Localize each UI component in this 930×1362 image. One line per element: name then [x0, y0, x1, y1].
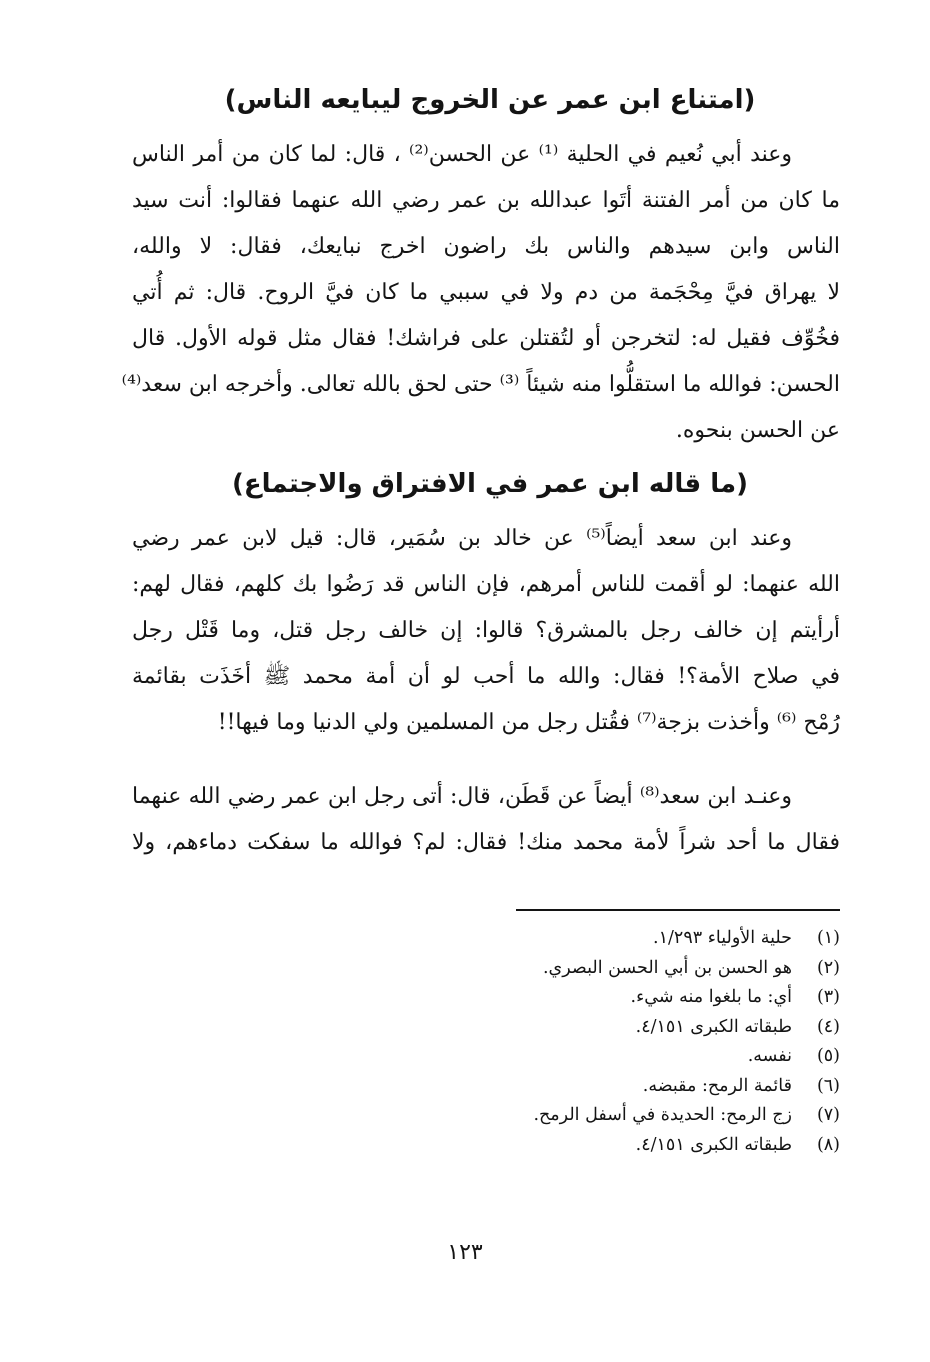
footnote-number: (٣)	[816, 987, 840, 1007]
paragraph-qatan	[132, 774, 840, 866]
text-line: وعنـد ابن سعد⁽⁸⁾ أيضاً عن قَطَن، قال: أتى رجل ابن عمر رضي الله عنهما	[132, 784, 792, 809]
footnote-separator	[516, 909, 840, 911]
footnote-number: (٤)	[816, 1016, 840, 1037]
text-line: فقال ما أحد شراً لأمة محمد منك! فقال: لم؟ فوالله ما سفكت دماءهم، ولا	[132, 830, 840, 855]
text-line: عن الحسن بنحوه.	[675, 418, 840, 443]
footnote-text: حلية الأولياء ١/٢٩٣.	[653, 928, 792, 948]
footnote-item	[400, 1042, 840, 1072]
footnote-item	[400, 1013, 840, 1043]
paragraph-division	[132, 516, 840, 746]
footnote-text: أي: ما بلغوا منه شيء.	[630, 987, 792, 1007]
footnote-number: (٦)	[816, 1075, 840, 1096]
text-line: الناس وابن سيدهم والناس بك راضون اخرج نبايعك، فقال: لا والله،	[132, 234, 840, 259]
section-heading-division: (ما قاله ابن عمر في الافتراق والاجتماع)	[231, 469, 748, 499]
text-line: الحسن: فوالله ما استقلُّوا منه شيئاً ⁽³⁾ حتى لحق بالله تعالى. وأخرجه ابن سعد⁽⁴⁾	[121, 372, 840, 397]
footnotes	[400, 924, 840, 1160]
text-line: وعند أبي نُعيم في الحلية ⁽¹⁾ عن الحسن⁽²⁾ ، قال: لما كان من أمر الناس	[132, 142, 793, 167]
section-heading-refusal: (امتناع ابن عمر عن الخروج ليبايعه الناس)	[224, 85, 756, 115]
footnote-item	[400, 924, 840, 954]
text-line: في صلاح الأمة؟! فقال: والله ما أحب لو أن أمة محمد ﷺ أخَذَت بقائمة	[132, 664, 840, 689]
footnote-text: نفسه.	[747, 1046, 792, 1066]
footnote-item	[400, 1101, 840, 1131]
footnote-text: زج الرمح: الحديدة في أسفل الرمح.	[533, 1105, 792, 1125]
page-number: ١٢٣	[447, 1240, 483, 1265]
text-line: أرأيتم إن خالف رجل بالمشرق؟ قالوا: إن خالف رجل قتل، وما قَتْل رجل	[132, 618, 840, 643]
footnote-item	[400, 1131, 840, 1161]
text-line: رُمْح ⁽⁶⁾ وأخذت بزجة⁽⁷⁾ فقُتل رجل من المسلمين ولي الدنيا وما فيها!!	[217, 710, 840, 735]
text-line: فخُوِّف فقيل له: لتخرجن أو لتُقتلن على فراشك! فقال مثل قوله الأول. قال	[132, 326, 840, 351]
text-line: وعند ابن سعد أيضاً⁽⁵⁾ عن خالد بن سُمَير، قال: قيل لابن عمر رضي	[132, 526, 792, 551]
text-line: لا يهراق فيَّ مِحْجَمة من دم ولا في سببي ما كان فيَّ الروح. قال: ثم أُتي	[132, 280, 840, 305]
footnote-text: هو الحسن بن أبي الحسن البصري.	[542, 957, 792, 978]
text-line: الله عنهما: لو أقمت للناس أمرهم، فإن الناس قد رَضُوا بك كلهم، فقال لهم:	[132, 572, 840, 597]
footnote-number: (٥)	[816, 1046, 840, 1066]
footnote-item	[400, 1072, 840, 1102]
paragraph-refusal	[121, 132, 840, 454]
footnote-item	[400, 954, 840, 984]
footnote-number: (٨)	[816, 1134, 840, 1155]
footnote-number: (٧)	[816, 1105, 840, 1125]
footnote-item	[400, 983, 840, 1013]
footnote-number: (١)	[816, 928, 840, 948]
text-line: ما كان من أمر الفتنة أتَوا عبدالله بن عمر رضي الله عنهما فقالوا: أنت سيد	[132, 188, 840, 213]
footnote-text: طبقاته الكبرى ٤/١٥١.	[635, 1134, 792, 1155]
footnote-number: (٢)	[816, 957, 840, 978]
footnote-text: قائمة الرمح: مقبضه.	[642, 1075, 792, 1096]
footnote-text: طبقاته الكبرى ٤/١٥١.	[635, 1016, 792, 1037]
